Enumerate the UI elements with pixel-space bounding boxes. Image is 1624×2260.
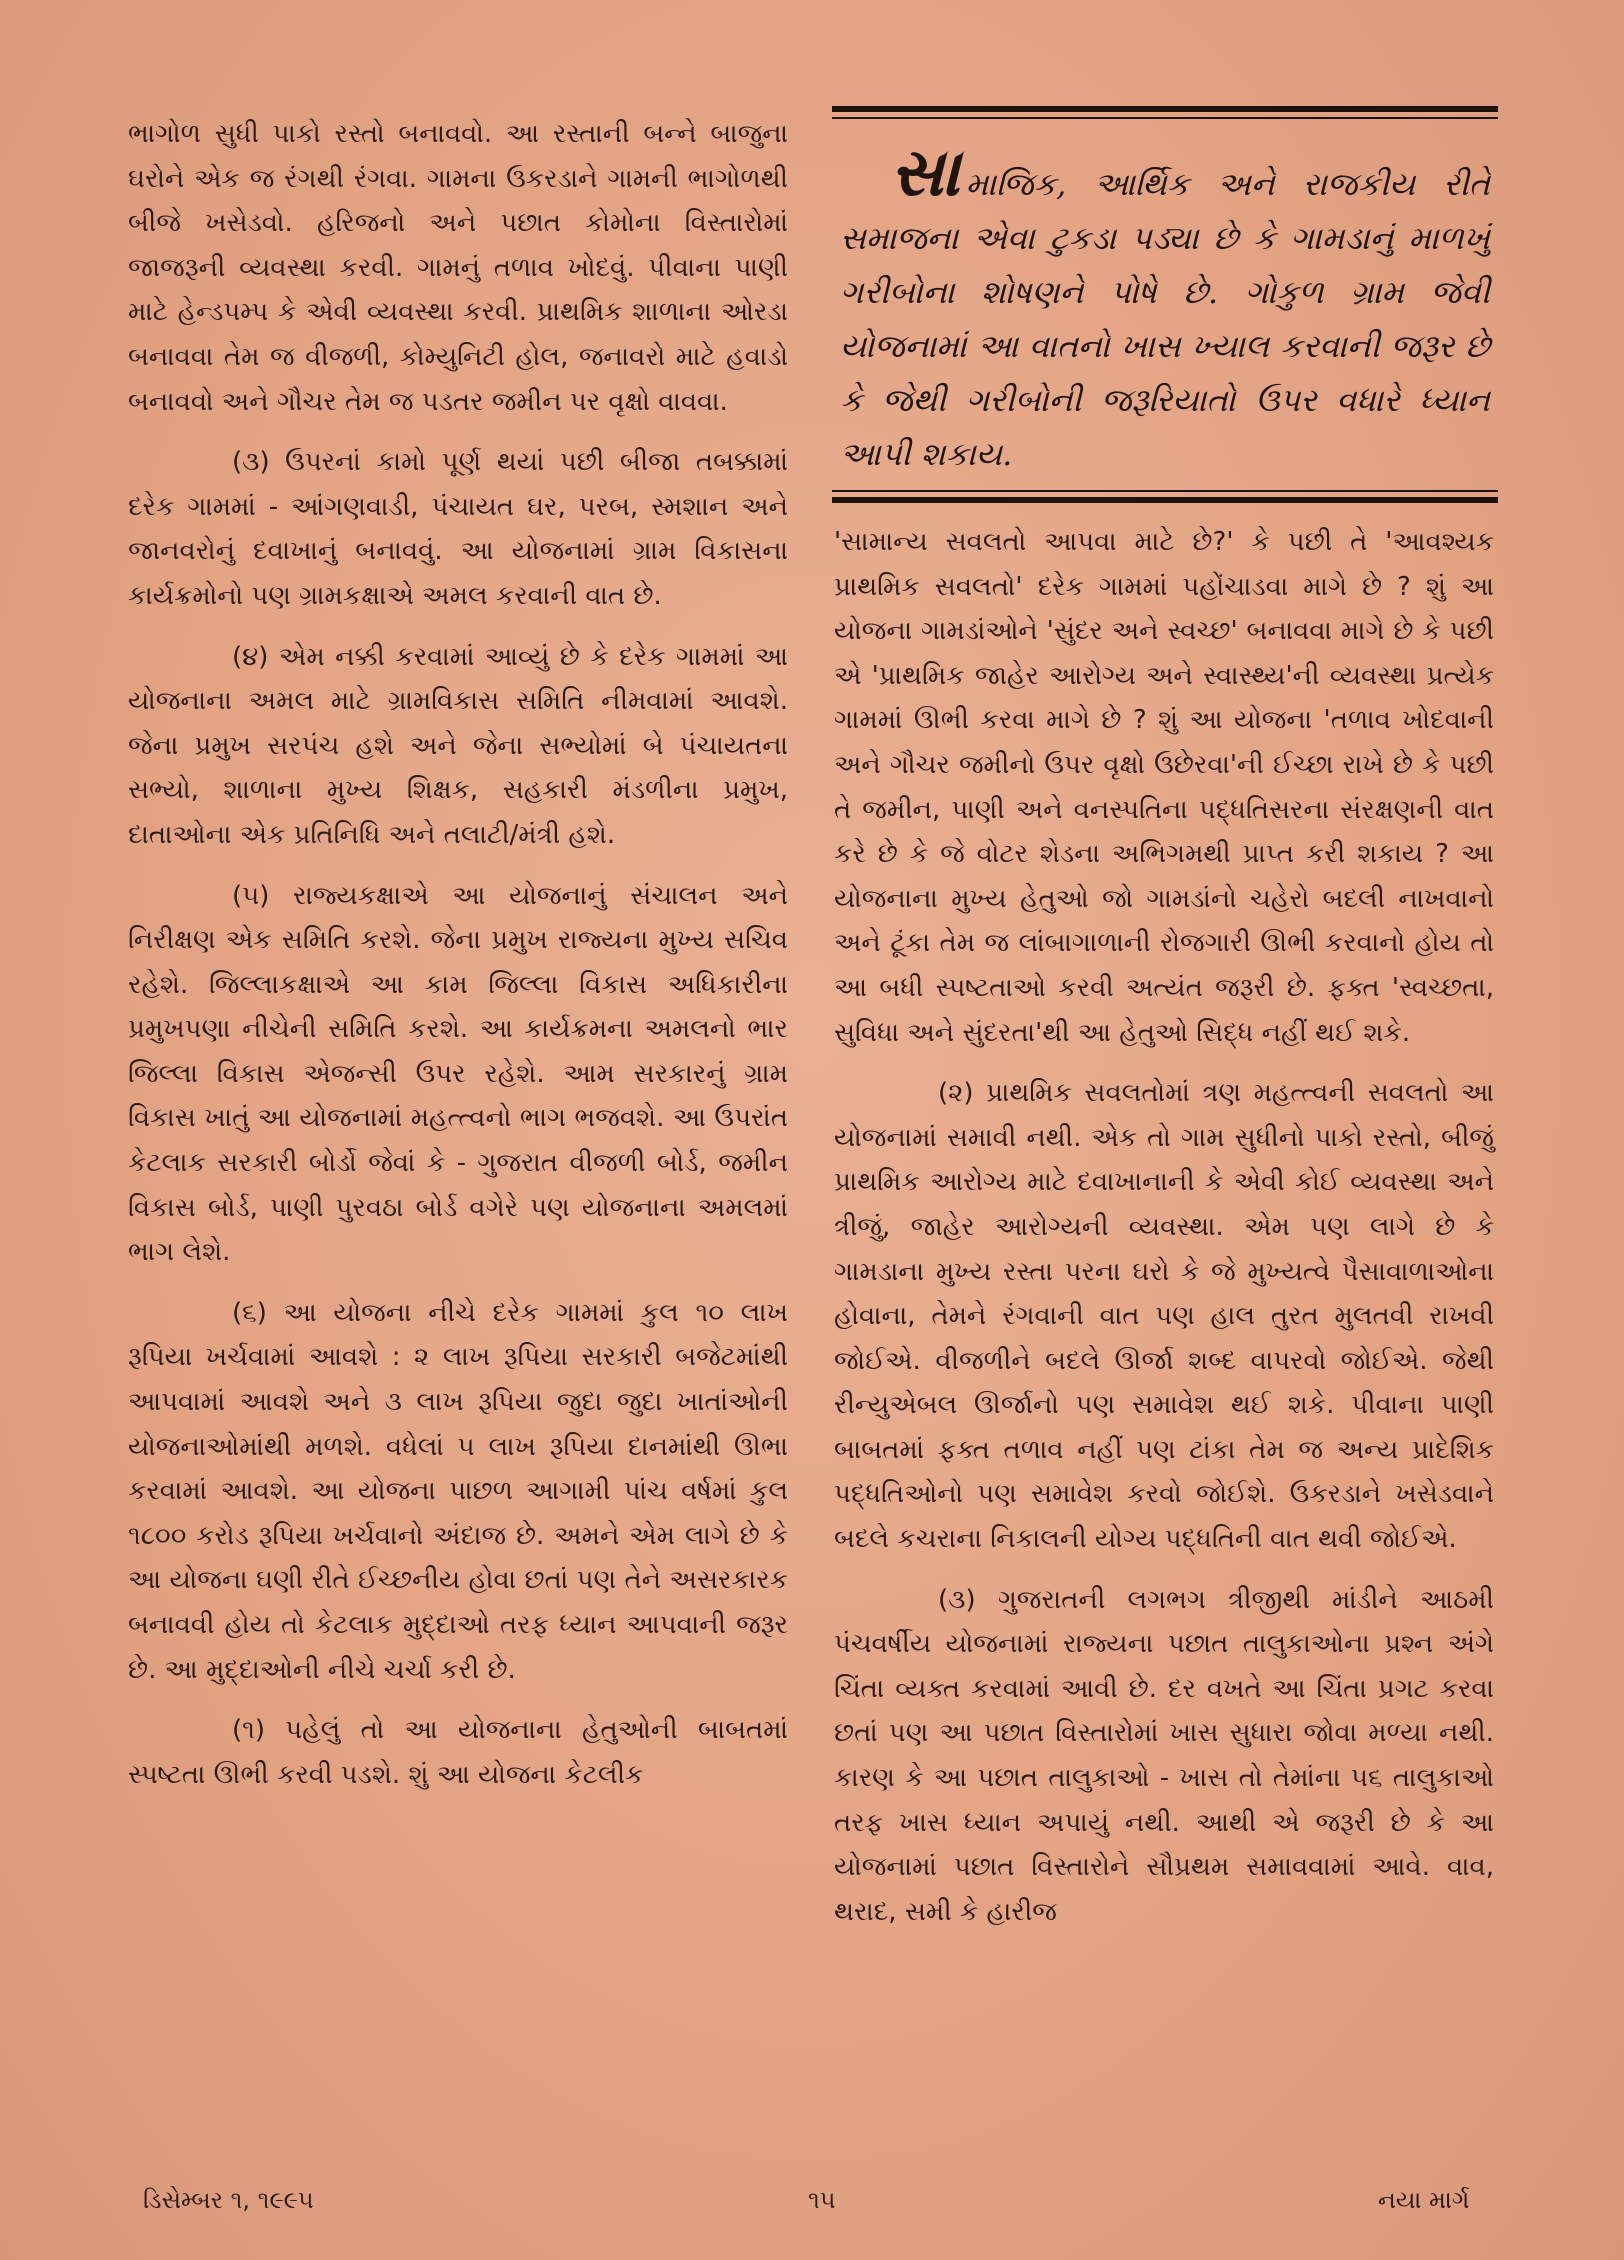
pullquote — [840, 133, 1490, 481]
left-column — [128, 112, 788, 1797]
paragraph-continued: ભાગોળ સુધી પાકો રસ્તો બનાવવો. આ રસ્તાની બન્ને બાજુના ઘરોને એક જ રંગથી રંગવા. ગામના ઉકરડાને ગામની ભાગોળથી બીજે ખસેડવો. હરિજનો અને પછાત કોમોના વિસ્તારોમાં જાજરૂની વ્યવસ્થા કરવી. ગામનું તળાવ ખોદવું. પીવાના પાણી માટે હેન્ડપમ્પ કે એવી વ્યવસ્થા કરવી. પ્રાથમિક શાળાના ઓરડા બનાવવા તેમ જ વીજળી, કોમ્યુનિટી હોલ, જનાવરો માટે હવાડો બનાવવો અને ગૌચર તેમ જ પડતર જમીન પર વૃક્ષો વાવવા. — [128, 119, 788, 417]
pullquote-dropcap: સા — [890, 133, 960, 211]
paragraph-point-6: (૬) આ યોજના નીચે દરેક ગામમાં કુલ ૧૦ લાખ રૂપિયા ખર્ચવામાં આવશે : ૨ લાખ રૂપિયા સરકારી બજેટમાંથી આપવામાં આવશે અને ૩ લાખ રૂપિયા જુદા જુદા ખાતાંઓની યોજનાઓમાંથી મળશે. વધેલાં ૫ લાખ રૂપિયા દાનમાંથી ઊભા કરવામાં આવશે. આ યોજના પાછળ આગામી પાંચ વર્ષમાં કુલ ૧૮૦૦ કરોડ રૂપિયા ખર્ચવાનો અંદાજ છે. અમને એમ લાગે છે કે આ યોજના ઘણી રીતે ઈચ્છનીય હોવા છતાં પણ તેને અસરકારક બનાવવી હોય તો કેટલાક મુદ્દાઓ તરફ ધ્યાન આપવાની જરૂર છે. આ મુદ્દાઓની નીચે ચર્ચા કરી છે. — [128, 1297, 788, 1685]
footer-page-number: ૧૫ — [808, 2186, 836, 2214]
paragraph-point-4: (૪) એમ નક્કી કરવામાં આવ્યું છે કે દરેક ગામમાં આ યોજનાના અમલ માટે ગ્રામવિકાસ સમિતિ નીમવામાં આવશે. જેના પ્રમુખ સરપંચ હશે અને જેના સભ્યોમાં બે પંચાયતના સભ્યો, શાળાના મુખ્ય શિક્ષક, સહકારી મંડળીના પ્રમુખ, દાતાઓના એક પ્રતિનિધિ અને તલાટી/મંત્રી હશે. — [128, 641, 788, 850]
pullquote-top-rule — [832, 106, 1498, 119]
footer-date: ડિસેમ્બર ૧, ૧૯૯૫ — [143, 2186, 314, 2214]
pullquote-text: માજિક, આર્થિક અને રાજકીય રીતે સમાજના એવા ટુકડા પડ્યા છે કે ગામડાનું માળખું ગરીબોના શોષણને પોષે છે. ગોકુળ ગ્રામ જેવી યોજનામાં આ વાતનો ખાસ ખ્યાલ કરવાની જરૂર છે કે જેથી ગરીબોની જરૂરિયાતો ઉપર વધારે ધ્યાન આપી શકાય. — [840, 165, 1490, 473]
paragraph-questions: 'સામાન્ય સવલતો આપવા માટે છે?' કે પછી તે 'આવશ્યક પ્રાથમિક સવલતો' દરેક ગામમાં પહોંચાડવા માગે છે ? શું આ યોજના ગામડાંઓને 'સુંદર અને સ્વચ્છ' બનાવવા માગે છે કે પછી એ 'પ્રાથમિક જાહેર આરોગ્ય અને સ્વાસ્થ્ય'ની વ્યવસ્થા પ્રત્યેક ગામમાં ઊભી કરવા માગે છે ? શું આ યોજના 'તળાવ ખોદવાની અને ગૌચર જમીનો ઉપર વૃક્ષો ઉછેરવા'ની ઈચ્છા રાખે છે કે પછી તે જમીન, પાણી અને વનસ્પતિના પદ્ધતિસરના સંરક્ષણની વાત કરે છે કે જે વોટર શેડના અભિગમથી પ્રાપ્ત કરી શકાય ? આ યોજનાના મુખ્ય હેતુઓ જો ગામડાંનો ચહેરો બદલી નાખવાનો અને ટૂંકા તેમ જ લાંબાગાળાની રોજગારી ઊભી કરવાનો હોય તો આ બધી સ્પષ્ટતાઓ કરવી અત્યંત જરૂરી છે. ફક્ત 'સ્વચ્છતા, સુવિધા અને સુંદરતા'થી આ હેતુઓ સિદ્ધ નહીં થઈ શકે. — [834, 527, 1494, 1048]
paragraph-point-5: (૫) રાજ્યકક્ષાએ આ યોજનાનું સંચાલન અને નિરીક્ષણ એક સમિતિ કરશે. જેના પ્રમુખ રાજ્યના મુખ્ય સચિવ રહેશે. જિલ્લાકક્ષાએ આ કામ જિલ્લા વિકાસ અધિકારીના પ્રમુખપણા નીચેની સમિતિ કરશે. આ કાર્યક્રમના અમલનો ભાર જિલ્લા વિકાસ એજન્સી ઉપર રહેશે. આમ સરકારનું ગ્રામ વિકાસ ખાતું આ યોજનામાં મહત્ત્વનો ભાગ ભજવશે. આ ઉપરાંત કેટલાક સરકારી બોર્ડો જેવાં કે - ગુજરાત વીજળી બોર્ડ, જમીન વિકાસ બોર્ડ, પાણી પુરવઠા બોર્ડ વગેરે પણ યોજનાના અમલમાં ભાગ લેશે. — [128, 880, 788, 1268]
right-column — [834, 520, 1494, 1934]
pullquote-bottom-rule — [832, 490, 1498, 503]
paragraph-point-1: (૧) પહેલું તો આ યોજનાના હેતુઓની બાબતમાં સ્પષ્ટતા ઊભી કરવી પડશે. શું આ યોજના કેટલીક — [128, 1715, 788, 1790]
paragraph-point-3-right: (૩) ગુજરાતની લગભગ ત્રીજીથી માંડીને આઠમી પંચવર્ષીય યોજનામાં રાજ્યના પછાત તાલુકાઓના પ્રશ્ન અંગે ચિંતા વ્યક્ત કરવામાં આવી છે. દર વખતે આ ચિંતા પ્રગટ કરવા છતાં પણ આ પછાત વિસ્તારોમાં ખાસ સુધારા જોવા મળ્યા નથી. કારણ કે આ પછાત તાલુકાઓ - ખાસ તો તેમાંના ૫૬ તાલુકાઓ તરફ ખાસ ધ્યાન અપાયું નથી. આથી એ જરૂરી છે કે આ યોજનામાં પછાત વિસ્તારોને સૌપ્રથમ સમાવવામાં આવે. વાવ, થરાદ, સમી કે હારીજ — [834, 1584, 1494, 1927]
footer-journal-name: નયા માર્ગ — [1378, 2186, 1470, 2214]
paragraph-point-3: (૩) ઉપરનાં કામો પૂર્ણ થયાં પછી બીજા તબક્કામાં દરેક ગામમાં - આંગણવાડી, પંચાયત ઘર, પરબ, સ્મશાન અને જાનવરોનું દવાખાનું બનાવવું. આ યોજનામાં ગ્રામ વિકાસના કાર્યક્રમોનો પણ ગ્રામકક્ષાએ અમલ કરવાની વાત છે. — [128, 447, 788, 611]
paragraph-point-2: (૨) પ્રાથમિક સવલતોમાં ત્રણ મહત્ત્વની સવલતો આ યોજનામાં સમાવી નથી. એક તો ગામ સુધીનો પાકો રસ્તો, બીજું પ્રાથમિક આરોગ્ય માટે દવાખાનાની કે એવી કોઈ વ્યવસ્થા અને ત્રીજું, જાહેર આરોગ્યની વ્યવસ્થા. એમ પણ લાગે છે કે ગામડાના મુખ્ય રસ્તા પરના ઘરો કે જે મુખ્યત્વે પૈસાવાળાઓના હોવાના, તેમને રંગવાની વાત પણ હાલ તુરત મુલતવી રાખવી જોઈએ. વીજળીને બદલે ઊર્જા શબ્દ વાપરવો જોઈએ. જેથી રીન્યુએબલ ઊર્જાનો પણ સમાવેશ થઈ શકે. પીવાના પાણી બાબતમાં ફક્ત તળાવ નહીં પણ ટાંકા તેમ જ અન્ય પ્રાદેશિક પદ્ધતિઓનો પણ સમાવેશ કરવો જોઈશે. ઉકરડાને ખસેડવાને બદલે કચરાના નિકાલની યોગ્ય પદ્ધતિની વાત થવી જોઈએ. — [834, 1078, 1494, 1555]
